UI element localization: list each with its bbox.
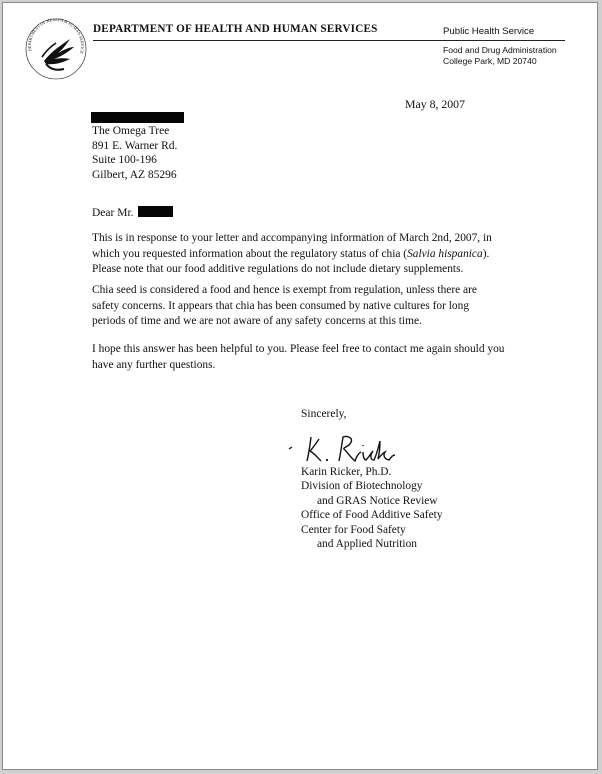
public-health-service: Public Health Service [443, 26, 535, 37]
recipient-line: The Omega Tree [92, 125, 170, 137]
seal-text: DEPARTMENT OF HEALTH & HUMAN SERVICE [26, 17, 86, 55]
paragraph-line: I hope this answer has been helpful to you. Please feel free to contact me again should you [92, 343, 505, 355]
signer-name: Karin Ricker, Ph.D. [301, 466, 392, 478]
redacted-recipient-name [91, 112, 184, 123]
letter-page [2, 2, 598, 770]
handwritten-signature [281, 431, 401, 465]
paragraph-line: periods of time and we are not aware of any safety concerns at this time. [92, 315, 422, 327]
closing: Sincerely, [301, 408, 347, 420]
body-paragraph-1 [92, 231, 532, 278]
paragraph-line: Please note that our food additive regulations do not include dietary supplements. [92, 263, 464, 275]
line-text: which you requested information about the regulatory status of chia ( [92, 247, 408, 260]
line-text: ). [482, 247, 490, 260]
paragraph-line: safety concerns. It appears that chia has been consumed by native cultures for long [92, 299, 470, 312]
recipient-line: 891 E. Warner Rd. [92, 139, 178, 152]
letterhead-rule [93, 40, 565, 41]
species-name: Salvia hispanica [407, 247, 483, 260]
paragraph-line: Chia seed is considered a food and hence is exempt from regulation, unless there are [92, 284, 477, 296]
svg-text:DEPARTMENT OF HEALTH & HUMAN S [24, 17, 85, 55]
redacted-salutation-name [138, 206, 173, 217]
body-paragraph-3 [92, 342, 532, 373]
signer-office: Office of Food Additive Safety [301, 509, 443, 522]
agency-address [443, 45, 557, 67]
signer-center: Center for Food Safety [301, 523, 406, 536]
body-paragraph-2 [92, 283, 532, 330]
recipient-line: Gilbert, AZ 85296 [92, 168, 177, 181]
signer-division: Division of Biotechnology [301, 480, 423, 493]
signer-center-cont: and Applied Nutrition [317, 538, 417, 551]
department-name: DEPARTMENT OF HEALTH AND HUMAN SERVICES [93, 23, 378, 35]
paragraph-line [92, 247, 532, 263]
salutation: Dear Mr. [92, 207, 134, 219]
recipient-line: Suite 100-196 [92, 154, 157, 167]
signature-block [301, 465, 443, 551]
paragraph-line: This is in response to your letter and accompanying information of March 2nd, 2007, in [92, 232, 492, 244]
hhs-eagle-seal-icon [24, 17, 88, 81]
paragraph-line: have any further questions. [92, 358, 216, 371]
agency-name: Food and Drug Administration [443, 45, 557, 55]
recipient-address [92, 124, 177, 182]
letter-date: May 8, 2007 [405, 97, 465, 111]
signer-division-cont: and GRAS Notice Review [317, 494, 438, 507]
agency-location: College Park, MD 20740 [443, 56, 537, 66]
